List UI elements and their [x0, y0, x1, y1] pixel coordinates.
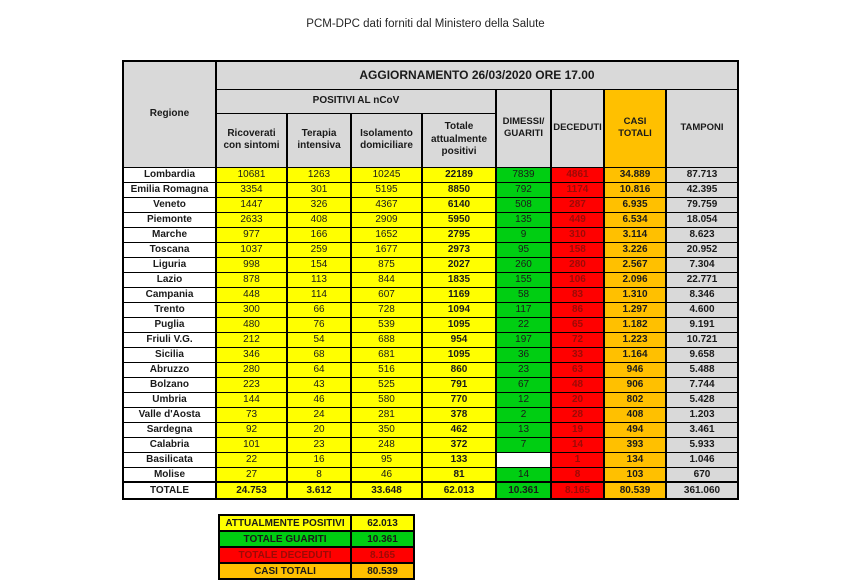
region-row [123, 167, 738, 182]
isolamento-header: Isolamento domiciliare [351, 113, 422, 167]
cell-deceduti: 28 [551, 407, 604, 422]
cell-totale-positivi: 954 [422, 332, 496, 347]
summary-value: 62.013 [351, 515, 414, 531]
cell-regione: Toscana [123, 242, 216, 257]
update-datetime-header: AGGIORNAMENTO 26/03/2020 ORE 17.00 [216, 61, 738, 89]
cell-ricoverati: 1447 [216, 197, 287, 212]
cell-isolamento: 875 [351, 257, 422, 272]
cell-terapia: 46 [287, 392, 351, 407]
tamponi-header: TAMPONI [666, 89, 738, 167]
cell-ricoverati: 10681 [216, 167, 287, 182]
region-row [123, 407, 738, 422]
cell-isolamento: 681 [351, 347, 422, 362]
cell-dimessi: 23 [496, 362, 551, 377]
region-row [123, 242, 738, 257]
totale-row [123, 482, 738, 499]
cell-dimessi: 135 [496, 212, 551, 227]
cell-totale-positivi: 2973 [422, 242, 496, 257]
cell-isolamento: 281 [351, 407, 422, 422]
region-row [123, 437, 738, 452]
summary-label: CASI TOTALI [219, 563, 351, 579]
totale-positivi-header: Totale attualmente positivi [422, 113, 496, 167]
summary-row [219, 515, 414, 531]
cell-regione: Lombardia [123, 167, 216, 182]
cell-terapia: 3.612 [287, 482, 351, 499]
cell-tamponi: 18.054 [666, 212, 738, 227]
cell-totale-positivi: 372 [422, 437, 496, 452]
cell-tamponi: 361.060 [666, 482, 738, 499]
region-row [123, 467, 738, 482]
cell-terapia: 54 [287, 332, 351, 347]
cell-isolamento: 248 [351, 437, 422, 452]
cell-ricoverati: 92 [216, 422, 287, 437]
cell-tamponi: 5.933 [666, 437, 738, 452]
cell-terapia: 24 [287, 407, 351, 422]
cell-ricoverati: 480 [216, 317, 287, 332]
cell-dimessi [496, 452, 551, 467]
cell-regione: Abruzzo [123, 362, 216, 377]
cell-tamponi: 670 [666, 467, 738, 482]
cell-casi-totali: 1.164 [604, 347, 666, 362]
cell-tamponi: 7.744 [666, 377, 738, 392]
cell-dimessi: 36 [496, 347, 551, 362]
cell-casi-totali: 103 [604, 467, 666, 482]
cell-ricoverati: 346 [216, 347, 287, 362]
casi-totali-header: CASI TOTALI [604, 89, 666, 167]
cell-ricoverati: 3354 [216, 182, 287, 197]
table-header [123, 61, 738, 167]
summary-row [219, 547, 414, 563]
cell-tamponi: 20.952 [666, 242, 738, 257]
cell-ricoverati: 977 [216, 227, 287, 242]
regione-column-header: Regione [123, 61, 216, 167]
region-row [123, 377, 738, 392]
cell-dimessi: 95 [496, 242, 551, 257]
region-row [123, 317, 738, 332]
cell-totale-positivi: 2027 [422, 257, 496, 272]
cell-deceduti: 86 [551, 302, 604, 317]
region-row [123, 287, 738, 302]
cell-totale-positivi: 791 [422, 377, 496, 392]
cell-casi-totali: 946 [604, 362, 666, 377]
cell-isolamento: 607 [351, 287, 422, 302]
cell-ricoverati: 22 [216, 452, 287, 467]
cell-regione: Basilicata [123, 452, 216, 467]
cell-regione: Calabria [123, 437, 216, 452]
cell-totale-positivi: 770 [422, 392, 496, 407]
cell-ricoverati: 144 [216, 392, 287, 407]
cell-casi-totali: 408 [604, 407, 666, 422]
cell-regione: Campania [123, 287, 216, 302]
cell-terapia: 114 [287, 287, 351, 302]
cell-casi-totali: 802 [604, 392, 666, 407]
region-row [123, 362, 738, 377]
cell-terapia: 23 [287, 437, 351, 452]
cell-ricoverati: 2633 [216, 212, 287, 227]
cell-deceduti: 63 [551, 362, 604, 377]
cell-terapia: 20 [287, 422, 351, 437]
cell-casi-totali: 494 [604, 422, 666, 437]
cell-tamponi: 79.759 [666, 197, 738, 212]
cell-casi-totali: 2.096 [604, 272, 666, 287]
cell-casi-totali: 906 [604, 377, 666, 392]
cell-isolamento: 516 [351, 362, 422, 377]
cell-casi-totali: 80.539 [604, 482, 666, 499]
cell-deceduti: 1174 [551, 182, 604, 197]
cell-regione: Marche [123, 227, 216, 242]
cell-terapia: 326 [287, 197, 351, 212]
summary-body [219, 515, 414, 579]
cell-tamponi: 10.721 [666, 332, 738, 347]
summary-value: 80.539 [351, 563, 414, 579]
cell-deceduti: 14 [551, 437, 604, 452]
cell-deceduti: 449 [551, 212, 604, 227]
cell-dimessi: 14 [496, 467, 551, 482]
cell-terapia: 408 [287, 212, 351, 227]
cell-casi-totali: 10.816 [604, 182, 666, 197]
cell-terapia: 154 [287, 257, 351, 272]
cell-dimessi: 155 [496, 272, 551, 287]
region-row [123, 272, 738, 287]
cell-totale-positivi: 81 [422, 467, 496, 482]
cell-tamponi: 3.461 [666, 422, 738, 437]
ricoverati-header: Ricoverati con sintomi [216, 113, 287, 167]
regions-body [123, 167, 738, 499]
cell-tamponi: 87.713 [666, 167, 738, 182]
cell-regione: Puglia [123, 317, 216, 332]
cell-ricoverati: 878 [216, 272, 287, 287]
cell-terapia: 76 [287, 317, 351, 332]
cell-ricoverati: 73 [216, 407, 287, 422]
cell-totale-positivi: 1095 [422, 317, 496, 332]
cell-ricoverati: 24.753 [216, 482, 287, 499]
cell-dimessi: 67 [496, 377, 551, 392]
cell-casi-totali: 34.889 [604, 167, 666, 182]
cell-deceduti: 1 [551, 452, 604, 467]
cell-totale-positivi: 22189 [422, 167, 496, 182]
cell-isolamento: 525 [351, 377, 422, 392]
cell-tamponi: 7.304 [666, 257, 738, 272]
cell-deceduti: 20 [551, 392, 604, 407]
summary-row [219, 531, 414, 547]
region-row [123, 452, 738, 467]
cell-totale-positivi: 62.013 [422, 482, 496, 499]
region-row [123, 227, 738, 242]
cell-regione: Piemonte [123, 212, 216, 227]
cell-totale-positivi: 2795 [422, 227, 496, 242]
cell-isolamento: 728 [351, 302, 422, 317]
cell-deceduti: 65 [551, 317, 604, 332]
region-row [123, 257, 738, 272]
cell-deceduti: 280 [551, 257, 604, 272]
cell-isolamento: 580 [351, 392, 422, 407]
cell-isolamento: 539 [351, 317, 422, 332]
cell-isolamento: 1652 [351, 227, 422, 242]
dimessi-guariti-header: DIMESSI/ GUARITI [496, 89, 551, 167]
cell-isolamento: 350 [351, 422, 422, 437]
cell-tamponi: 4.600 [666, 302, 738, 317]
cell-deceduti: 158 [551, 242, 604, 257]
cell-tamponi: 1.046 [666, 452, 738, 467]
cell-regione: Liguria [123, 257, 216, 272]
covid-regions-table [122, 60, 739, 500]
cell-tamponi: 9.658 [666, 347, 738, 362]
cell-totale-positivi: 1169 [422, 287, 496, 302]
cell-isolamento: 95 [351, 452, 422, 467]
cell-terapia: 1263 [287, 167, 351, 182]
cell-ricoverati: 1037 [216, 242, 287, 257]
cell-tamponi: 42.395 [666, 182, 738, 197]
cell-terapia: 301 [287, 182, 351, 197]
cell-deceduti: 106 [551, 272, 604, 287]
cell-ricoverati: 223 [216, 377, 287, 392]
cell-tamponi: 8.346 [666, 287, 738, 302]
region-row [123, 182, 738, 197]
cell-casi-totali: 6.935 [604, 197, 666, 212]
cell-tamponi: 22.771 [666, 272, 738, 287]
cell-isolamento: 1677 [351, 242, 422, 257]
cell-regione: Lazio [123, 272, 216, 287]
cell-ricoverati: 280 [216, 362, 287, 377]
cell-isolamento: 33.648 [351, 482, 422, 499]
cell-dimessi: 197 [496, 332, 551, 347]
cell-ricoverati: 101 [216, 437, 287, 452]
cell-isolamento: 5195 [351, 182, 422, 197]
cell-deceduti: 19 [551, 422, 604, 437]
cell-dimessi: 7839 [496, 167, 551, 182]
cell-dimessi: 22 [496, 317, 551, 332]
cell-regione: Umbria [123, 392, 216, 407]
cell-deceduti: 72 [551, 332, 604, 347]
cell-tamponi: 5.488 [666, 362, 738, 377]
cell-deceduti: 8 [551, 467, 604, 482]
cell-casi-totali: 1.297 [604, 302, 666, 317]
summary-label: ATTUALMENTE POSITIVI [219, 515, 351, 531]
cell-casi-totali: 1.182 [604, 317, 666, 332]
cell-totale-positivi: 462 [422, 422, 496, 437]
cell-terapia: 43 [287, 377, 351, 392]
cell-dimessi: 13 [496, 422, 551, 437]
cell-terapia: 259 [287, 242, 351, 257]
summary-label: TOTALE DECEDUTI [219, 547, 351, 563]
summary-label: TOTALE GUARITI [219, 531, 351, 547]
cell-casi-totali: 2.567 [604, 257, 666, 272]
cell-regione: Emilia Romagna [123, 182, 216, 197]
cell-terapia: 113 [287, 272, 351, 287]
region-row [123, 332, 738, 347]
cell-ricoverati: 998 [216, 257, 287, 272]
region-row [123, 212, 738, 227]
cell-deceduti: 287 [551, 197, 604, 212]
cell-dimessi: 508 [496, 197, 551, 212]
cell-deceduti: 83 [551, 287, 604, 302]
region-row [123, 347, 738, 362]
cell-deceduti: 48 [551, 377, 604, 392]
cell-ricoverati: 300 [216, 302, 287, 317]
summary-row [219, 563, 414, 579]
cell-regione: TOTALE [123, 482, 216, 499]
cell-terapia: 166 [287, 227, 351, 242]
cell-tamponi: 8.623 [666, 227, 738, 242]
cell-deceduti: 33 [551, 347, 604, 362]
cell-totale-positivi: 1835 [422, 272, 496, 287]
cell-tamponi: 5.428 [666, 392, 738, 407]
cell-isolamento: 10245 [351, 167, 422, 182]
cell-totale-positivi: 1095 [422, 347, 496, 362]
region-row [123, 197, 738, 212]
cell-dimessi: 792 [496, 182, 551, 197]
cell-totale-positivi: 8850 [422, 182, 496, 197]
cell-ricoverati: 27 [216, 467, 287, 482]
cell-totale-positivi: 5950 [422, 212, 496, 227]
cell-regione: Molise [123, 467, 216, 482]
cell-totale-positivi: 1094 [422, 302, 496, 317]
cell-totale-positivi: 6140 [422, 197, 496, 212]
cell-dimessi: 117 [496, 302, 551, 317]
cell-casi-totali: 393 [604, 437, 666, 452]
summary-table [218, 514, 415, 580]
cell-deceduti: 310 [551, 227, 604, 242]
cell-regione: Valle d'Aosta [123, 407, 216, 422]
cell-deceduti: 4861 [551, 167, 604, 182]
cell-regione: Trento [123, 302, 216, 317]
region-row [123, 392, 738, 407]
cell-deceduti: 8.165 [551, 482, 604, 499]
cell-isolamento: 46 [351, 467, 422, 482]
cell-dimessi: 12 [496, 392, 551, 407]
cell-regione: Sardegna [123, 422, 216, 437]
cell-terapia: 64 [287, 362, 351, 377]
cell-regione: Bolzano [123, 377, 216, 392]
deceduti-header: DECEDUTI [551, 89, 604, 167]
cell-regione: Veneto [123, 197, 216, 212]
cell-ricoverati: 212 [216, 332, 287, 347]
cell-tamponi: 9.191 [666, 317, 738, 332]
cell-regione: Sicilia [123, 347, 216, 362]
page-title: PCM-DPC dati forniti dal Ministero della Salute [306, 18, 545, 30]
cell-tamponi: 1.203 [666, 407, 738, 422]
cell-casi-totali: 3.226 [604, 242, 666, 257]
cell-dimessi: 7 [496, 437, 551, 452]
summary-value: 8.165 [351, 547, 414, 563]
region-row [123, 422, 738, 437]
cell-casi-totali: 6.534 [604, 212, 666, 227]
cell-isolamento: 4367 [351, 197, 422, 212]
cell-casi-totali: 134 [604, 452, 666, 467]
cell-dimessi: 58 [496, 287, 551, 302]
summary-value: 10.361 [351, 531, 414, 547]
positivi-group-header: POSITIVI AL nCoV [216, 89, 496, 113]
cell-isolamento: 688 [351, 332, 422, 347]
terapia-intensiva-header: Terapia intensiva [287, 113, 351, 167]
cell-isolamento: 844 [351, 272, 422, 287]
cell-terapia: 8 [287, 467, 351, 482]
cell-casi-totali: 1.310 [604, 287, 666, 302]
cell-regione: Friuli V.G. [123, 332, 216, 347]
cell-terapia: 66 [287, 302, 351, 317]
cell-totale-positivi: 860 [422, 362, 496, 377]
cell-dimessi: 260 [496, 257, 551, 272]
region-row [123, 302, 738, 317]
cell-dimessi: 2 [496, 407, 551, 422]
cell-isolamento: 2909 [351, 212, 422, 227]
cell-dimessi: 9 [496, 227, 551, 242]
cell-casi-totali: 1.223 [604, 332, 666, 347]
cell-ricoverati: 448 [216, 287, 287, 302]
cell-terapia: 68 [287, 347, 351, 362]
cell-dimessi: 10.361 [496, 482, 551, 499]
cell-terapia: 16 [287, 452, 351, 467]
cell-totale-positivi: 378 [422, 407, 496, 422]
cell-totale-positivi: 133 [422, 452, 496, 467]
cell-casi-totali: 3.114 [604, 227, 666, 242]
